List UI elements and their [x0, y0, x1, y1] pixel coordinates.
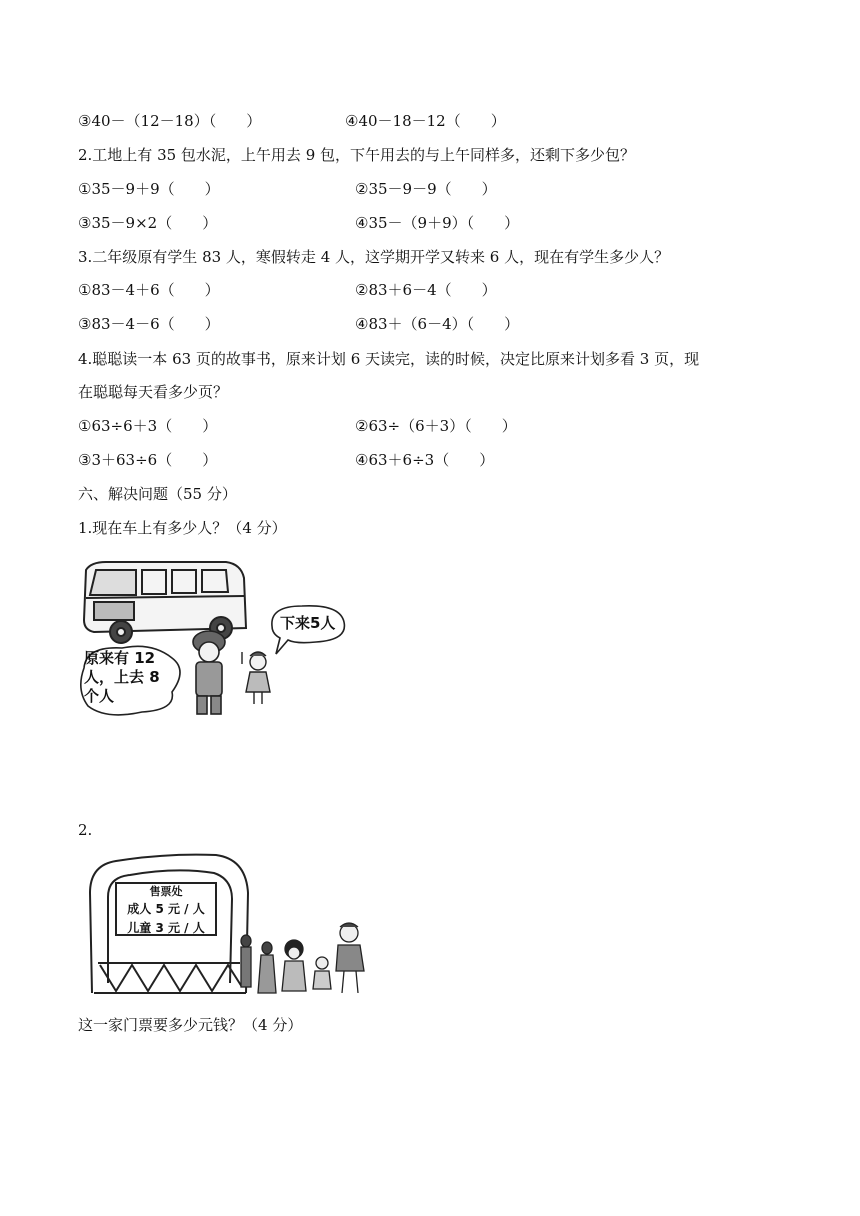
q2-option-2: ②35－9－9（ ）: [355, 180, 497, 198]
q2-option-3: ③35－9×2（ ）: [78, 214, 218, 232]
problem2-number: 2.: [78, 821, 93, 839]
left-bubble-line-2: 人，上去 8: [84, 668, 160, 686]
q2-option-1: ①35－9＋9（ ）: [78, 180, 220, 198]
ticket-sign: [118, 884, 214, 937]
q4-option-2: ②63÷（6＋3）（ ）: [355, 417, 517, 435]
problem1-text: 1.现在车上有多少人？（4 分）: [78, 519, 287, 537]
bus-icon: [84, 562, 246, 643]
q2-option-4: ④35－（9＋9）（ ）: [355, 214, 520, 232]
q3-text: 3.二年级原有学生 83 人，寒假转走 4 人，这学期开学又转来 6 人，现在有学生多少人？: [78, 248, 670, 266]
adult-figure: [193, 631, 225, 714]
problem2-text: 这一家门票要多少元钱？（4 分）: [78, 1016, 303, 1034]
q1-option-4: ④40－18－12（ ）: [345, 112, 506, 130]
ticket-sign-child-price: 儿童 3 元 / 人: [127, 921, 205, 935]
q4-option-3: ③3＋63÷6（ ）: [78, 451, 218, 469]
ticket-sign-title: 售票处: [149, 885, 183, 898]
section6-heading: 六、解决问题（55 分）: [78, 485, 237, 503]
q2-text: 2.工地上有 35 包水泥，上午用去 9 包，下午用去的与上午同样多，还剩下多少包？: [78, 146, 636, 164]
ticket-sign-adult-price: 成人 5 元 / 人: [127, 902, 205, 916]
right-bubble-text: 下来5人: [280, 614, 336, 632]
q4-text-line2: 在聪聪每天看多少页？: [78, 383, 229, 401]
left-bubble-line-3: 个人: [84, 687, 115, 705]
q3-option-1: ①83－4＋6（ ）: [78, 281, 220, 299]
left-bubble-line-1: 原来有 12: [84, 649, 156, 667]
q4-option-4: ④63＋6÷3（ ）: [355, 451, 495, 469]
child-figure: [242, 652, 270, 704]
q4-option-1: ①63÷6＋3（ ）: [78, 417, 218, 435]
q4-text-line1: 4.聪聪读一本 63 页的故事书，原来计划 6 天读完，读的时候，决定比原来计划多看 3 页，现: [78, 350, 700, 368]
family-figures: [241, 923, 364, 993]
q3-option-2: ②83＋6－4（ ）: [355, 281, 497, 299]
q3-option-3: ③83－4－6（ ）: [78, 315, 220, 333]
q1-option-3: ③40－（12－18）（ ）: [78, 112, 262, 130]
q3-option-4: ④83＋（6－4）（ ）: [355, 315, 520, 333]
left-bubble-text: [84, 649, 160, 706]
